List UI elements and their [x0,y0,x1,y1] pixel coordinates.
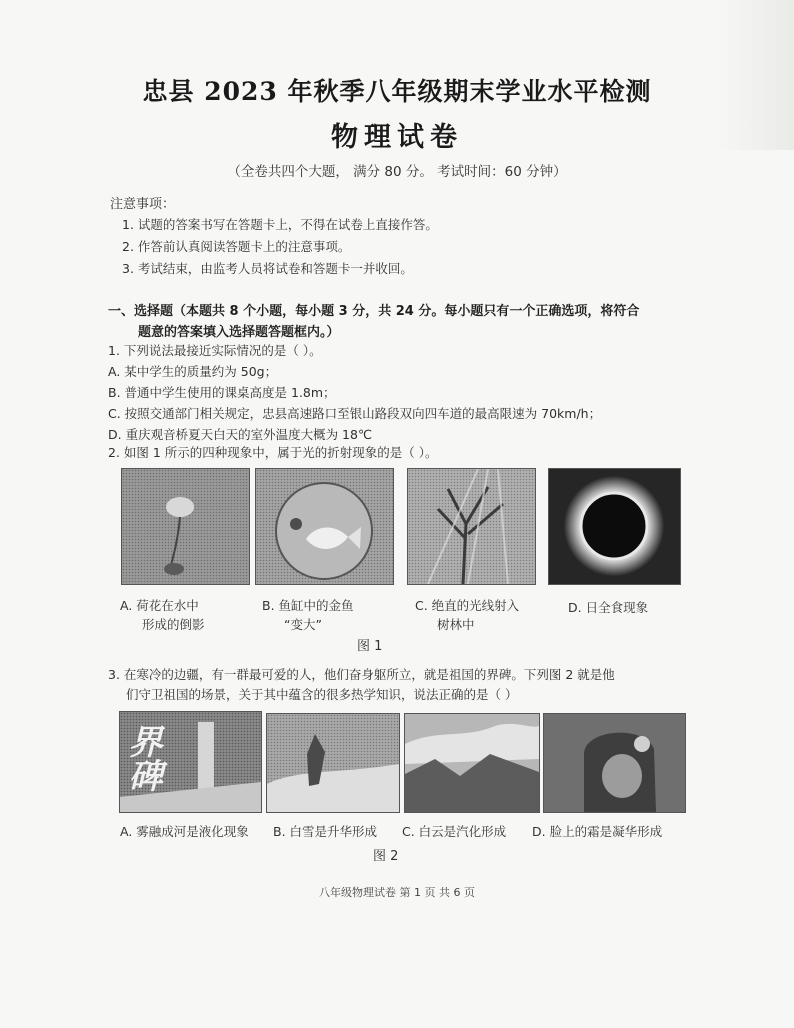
figure1-photo-light-through-forest [407,468,536,585]
figure1-caption-c: C. 绝直的光线射入 树林中 [415,598,520,632]
q3-stem: 3. 在寒冷的边疆，有一群最可爱的人，他们奋身躯所立，就是祖国的界碑。下列图 2 就是他 [108,667,615,682]
q1-option-b: B. 普通中学生使用的课桌高度是 1.8m； [108,385,336,400]
figure1-photo-goldfish-bowl [255,468,394,585]
figure1-caption-d: D. 日全食现象 [568,600,649,615]
page-footer: 八年级物理试卷 第 1 页 共 6 页 [319,886,475,899]
figure2-caption-d: D. 脸上的霜是凝华形成 [532,824,663,839]
q3-stem-cont: 们守卫祖国的场景，关于其中蕴含的很多热学知识，说法正确的是（ ） [126,687,518,702]
figure2-photo-boundary-marker [119,711,262,813]
notice-item: 1. 试题的答案书写在答题卡上，不得在试卷上直接作答。 [122,217,438,232]
exam-subtitle: 物理试卷 [331,122,463,153]
figure2-label: 图 2 [373,849,399,864]
figure2-photo-frosted-face [543,713,686,813]
section-heading: 一、选择题（本题共 8 个小题，每小题 3 分，共 24 分。每小题只有一个正确选项，将符合 [108,304,640,319]
q2-stem: 2. 如图 1 所示的四种现象中，属于光的折射现象的是（ ）。 [108,445,438,460]
figure1-caption-a: A. 荷花在水中 形成的倒影 [120,598,205,632]
figure2-caption-b: B. 白雪是升华形成 [273,824,378,839]
section-heading-cont: 题意的答案填入选择题答题框内。） [138,325,340,340]
notice-heading: 注意事项： [110,197,176,212]
q1-stem: 1. 下列说法最接近实际情况的是（ ）。 [108,343,322,358]
boundary-marker-overlay-text: 界碑 [122,724,162,792]
figure1-photo-lotus-reflection [121,468,250,585]
figure2-photo-snow-soldier [266,713,400,813]
q1-option-d: D. 重庆观音桥夏天白天的室外温度大概为 18℃ [108,427,372,442]
figure1-caption-b: B. 鱼缸中的金鱼 “变大” [262,598,354,632]
notice-item: 2. 作答前认真阅读答题卡上的注意事项。 [122,239,351,254]
figure2-photo-clouds-mountains [404,713,540,813]
exam-title: 忠县 2023 年秋季八年级期末学业水平检测 [142,77,652,106]
notice-item: 3. 考试结束，由监考人员将试卷和答题卡一并收回。 [122,261,413,276]
figure2-caption-c: C. 白云是汽化形成 [402,824,507,839]
figure2-caption-a: A. 雾融成河是液化现象 [120,824,249,839]
q1-option-a: A. 某中学生的质量约为 50g； [108,364,278,379]
figure1-label: 图 1 [357,639,383,654]
exam-info: （全卷共四个大题， 满分 80 分。 考试时间：60 分钟） [227,164,567,180]
q1-option-c: C. 按照交通部门相关规定，忠县高速路口至银山路段双向四车道的最高限速为 70km/h； [108,406,602,421]
figure1-photo-solar-eclipse [548,468,681,585]
